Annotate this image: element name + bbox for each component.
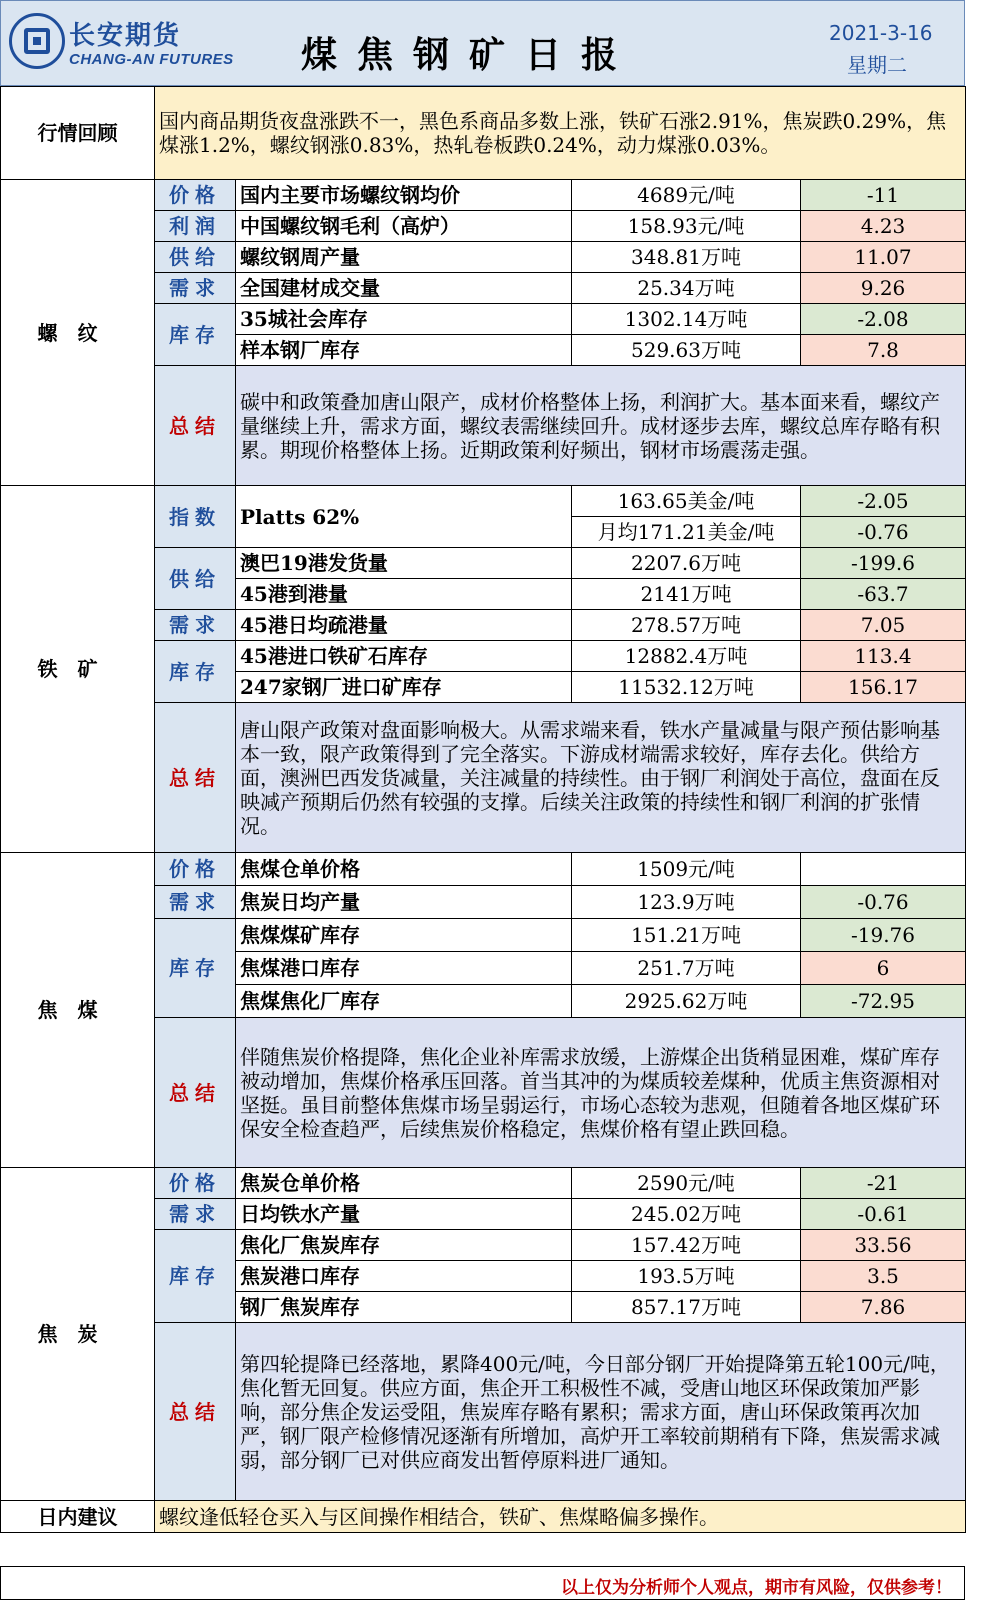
category-label: 利润 <box>155 211 236 242</box>
item-value: 529.63万吨 <box>572 335 801 366</box>
item-value: 月均171.21美金/吨 <box>572 517 801 548</box>
company-logo-icon <box>9 13 65 69</box>
category-label: 需求 <box>155 886 236 919</box>
report-table <box>0 86 966 1533</box>
summary-label: 总结 <box>155 1323 236 1501</box>
item-change: 7.86 <box>801 1292 966 1323</box>
item-change: 6 <box>801 952 966 985</box>
item-value: 857.17万吨 <box>572 1292 801 1323</box>
item-label: Platts 62% <box>236 486 572 548</box>
item-change: -63.7 <box>801 579 966 610</box>
item-change: -19.76 <box>801 919 966 952</box>
item-value: 151.21万吨 <box>572 919 801 952</box>
item-label: 澳巴19港发货量 <box>236 548 572 579</box>
summary-text: 唐山限产政策对盘面影响极大。从需求端来看，铁水产量减量与限产预估影响基本一致，限产政策得到了完全落实。下游成材端需求较好，库存去化。供给方面，澳洲巴西发货减量，关注减量的持续性。由于钢厂利润处于高位，盘面在反映减产预期后仍然有较强的支撑。后续关注政策的持续性和钢厂利润的扩张情况。 <box>236 703 966 853</box>
item-value: 251.7万吨 <box>572 952 801 985</box>
category-label: 需求 <box>155 273 236 304</box>
item-label: 35城社会库存 <box>236 304 572 335</box>
item-value: 1302.14万吨 <box>572 304 801 335</box>
report-date: 2021-3-16 <box>829 21 933 45</box>
disclaimer-text: 以上仅为分析师个人观点，期市有风险，仅供参考！ <box>561 1578 952 1598</box>
item-label: 45港到港量 <box>236 579 572 610</box>
category-label: 价格 <box>155 180 236 211</box>
disclaimer-footer <box>0 1566 965 1600</box>
item-value: 2590元/吨 <box>572 1168 801 1199</box>
summary-text: 碳中和政策叠加唐山限产，成材价格整体上扬，利润扩大。基本面来看，螺纹产量继续上升，需求方面，螺纹表需继续回升。成材逐步去库，螺纹总库存略有积累。期现价格整体上扬。近期政策利好频出，钢材市场震荡走强。 <box>236 366 966 486</box>
item-label: 全国建材成交量 <box>236 273 572 304</box>
category-label: 库存 <box>155 641 236 703</box>
item-label: 国内主要市场螺纹钢均价 <box>236 180 572 211</box>
item-value: 25.34万吨 <box>572 273 801 304</box>
item-change: -0.61 <box>801 1199 966 1230</box>
item-label: 45港日均疏港量 <box>236 610 572 641</box>
item-change: -199.6 <box>801 548 966 579</box>
item-change: 33.56 <box>801 1230 966 1261</box>
item-value: 193.5万吨 <box>572 1261 801 1292</box>
item-change: 7.05 <box>801 610 966 641</box>
item-change: 7.8 <box>801 335 966 366</box>
category-label: 库存 <box>155 919 236 1018</box>
item-change: 9.26 <box>801 273 966 304</box>
item-change: -0.76 <box>801 517 966 548</box>
summary-text: 伴随焦炭价格提降，焦化企业补库需求放缓，上游煤企出货稍显困难，煤矿库存被动增加，焦煤价格承压回落。首当其冲的为煤质较差煤种，优质主焦资源相对坚挺。虽目前整体焦煤市场呈弱运行，市场心态较为悲观，但随着各地区煤矿环保安全检查趋严，后续焦炭价格稳定，焦煤价格有望止跌回稳。 <box>236 1018 966 1168</box>
item-value: 348.81万吨 <box>572 242 801 273</box>
item-label: 焦煤仓单价格 <box>236 853 572 886</box>
category-label: 需求 <box>155 610 236 641</box>
report-weekday: 星期二 <box>847 53 907 77</box>
item-label: 焦炭港口库存 <box>236 1261 572 1292</box>
item-change: -21 <box>801 1168 966 1199</box>
item-label: 焦煤港口库存 <box>236 952 572 985</box>
review-text: 国内商品期货夜盘涨跌不一，黑色系商品多数上涨，铁矿石涨2.91%，焦炭跌0.29%，焦煤涨1.2%，螺纹钢涨0.83%，热轧卷板跌0.24%，动力煤涨0.03%。 <box>155 87 966 180</box>
advice-text: 螺纹逢低轻仓买入与区间操作相结合，铁矿、焦煤略偏多操作。 <box>155 1501 966 1533</box>
item-value: 2141万吨 <box>572 579 801 610</box>
category-label: 供给 <box>155 548 236 610</box>
item-label: 焦炭仓单价格 <box>236 1168 572 1199</box>
item-change: 11.07 <box>801 242 966 273</box>
item-label: 焦煤焦化厂库存 <box>236 985 572 1018</box>
item-change: -11 <box>801 180 966 211</box>
item-change: 4.23 <box>801 211 966 242</box>
item-label: 中国螺纹钢毛利（高炉） <box>236 211 572 242</box>
item-label: 焦炭日均产量 <box>236 886 572 919</box>
item-value: 2207.6万吨 <box>572 548 801 579</box>
section-iron-ore: 铁矿 <box>1 486 155 853</box>
item-value: 278.57万吨 <box>572 610 801 641</box>
item-value: 12882.4万吨 <box>572 641 801 672</box>
category-label: 库存 <box>155 304 236 366</box>
report-header <box>0 0 965 86</box>
item-value: 123.9万吨 <box>572 886 801 919</box>
summary-label: 总结 <box>155 1018 236 1168</box>
review-label: 行情回顾 <box>1 87 155 180</box>
item-value: 1509元/吨 <box>572 853 801 886</box>
item-label: 样本钢厂库存 <box>236 335 572 366</box>
category-label: 指数 <box>155 486 236 548</box>
logo-chinese-name: 长安期货 <box>69 21 182 51</box>
item-label: 钢厂焦炭库存 <box>236 1292 572 1323</box>
summary-label: 总结 <box>155 366 236 486</box>
item-value: 11532.12万吨 <box>572 672 801 703</box>
item-change: 113.4 <box>801 641 966 672</box>
report-title: 煤焦钢矿日报 <box>301 35 638 76</box>
section-coke: 焦炭 <box>1 1168 155 1501</box>
item-value: 4689元/吨 <box>572 180 801 211</box>
item-value: 2925.62万吨 <box>572 985 801 1018</box>
category-label: 库存 <box>155 1230 236 1323</box>
item-label: 焦煤煤矿库存 <box>236 919 572 952</box>
item-change: -0.76 <box>801 886 966 919</box>
item-change: 156.17 <box>801 672 966 703</box>
item-label: 日均铁水产量 <box>236 1199 572 1230</box>
item-label: 247家钢厂进口矿库存 <box>236 672 572 703</box>
category-label: 供给 <box>155 242 236 273</box>
item-value: 157.42万吨 <box>572 1230 801 1261</box>
item-change: 3.5 <box>801 1261 966 1292</box>
advice-label: 日内建议 <box>1 1501 155 1533</box>
section-rebar: 螺纹 <box>1 180 155 486</box>
item-value: 245.02万吨 <box>572 1199 801 1230</box>
category-label: 价格 <box>155 1168 236 1199</box>
logo-english-name: CHANG-AN FUTURES <box>69 51 234 68</box>
category-label: 需求 <box>155 1199 236 1230</box>
item-change <box>801 853 966 886</box>
section-coking-coal: 焦煤 <box>1 853 155 1168</box>
summary-text: 第四轮提降已经落地，累降400元/吨，今日部分钢厂开始提降第五轮100元/吨，焦化暂无回复。供应方面，焦企开工积极性不减，受唐山地区环保政策加严影响，部分焦企发运受阻，焦炭库存略有累积；需求方面，唐山环保政策再次加严，钢厂限产检修情况逐渐有所增加，高炉开工率较前期稍有下降，焦炭需求减弱，部分钢厂已对供应商发出暂停原料进厂通知。 <box>236 1323 966 1501</box>
item-label: 螺纹钢周产量 <box>236 242 572 273</box>
item-change: -72.95 <box>801 985 966 1018</box>
item-value: 163.65美金/吨 <box>572 486 801 517</box>
summary-label: 总结 <box>155 703 236 853</box>
item-label: 45港进口铁矿石库存 <box>236 641 572 672</box>
item-value: 158.93元/吨 <box>572 211 801 242</box>
item-change: -2.08 <box>801 304 966 335</box>
item-change: -2.05 <box>801 486 966 517</box>
item-label: 焦化厂焦炭库存 <box>236 1230 572 1261</box>
category-label: 价格 <box>155 853 236 886</box>
